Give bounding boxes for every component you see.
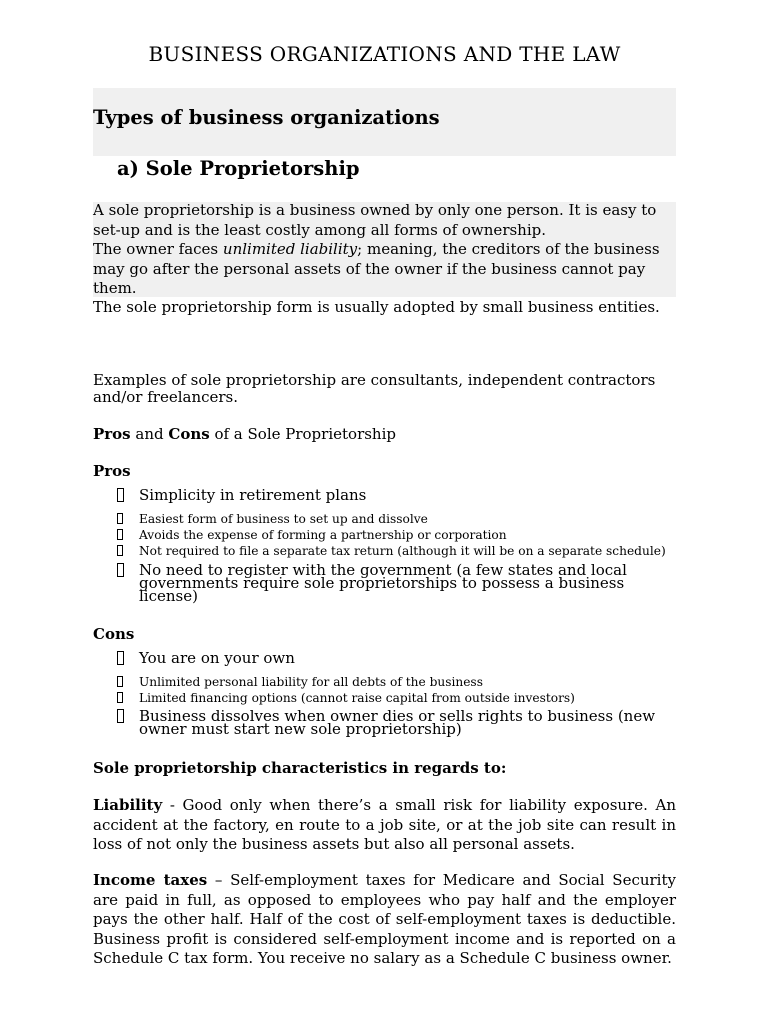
pros-cons-rest: of a Sole Proprietorship [209, 425, 396, 443]
document-title: BUSINESS ORGANIZATIONS AND THE LAW [148, 42, 621, 66]
pros-word: Pros [93, 425, 131, 443]
missing-glyph-bullet-icon [117, 676, 123, 687]
missing-glyph-bullet-icon [117, 513, 123, 524]
and-word: and [130, 425, 169, 443]
missing-glyph-bullet-icon [117, 563, 124, 577]
missing-glyph-bullet-icon [117, 692, 123, 703]
missing-glyph-bullet-icon [117, 488, 124, 502]
section-heading: Types of business organizations [93, 106, 440, 129]
liability-text: - Good only when there’s a small risk for liability exposure. An accident at the factory, en route to a job site, or at the job site can result in loss of not only the business assets but also all personal assets. [93, 796, 676, 853]
income-taxes-label: Income taxes [93, 871, 208, 889]
missing-glyph-bullet-icon [117, 529, 123, 540]
liability-label: Liability [93, 796, 163, 814]
intro-paragraph-1: A sole proprietorship is a business owned by only one person. It is easy to set-up and is the least costly among all forms of ownership. [93, 201, 657, 239]
characteristics-heading: Sole proprietorship characteristics in regards to: [93, 759, 507, 777]
intro-paragraph-2 [93, 240, 676, 299]
missing-glyph-bullet-icon [117, 709, 124, 723]
unlimited-liability-term: unlimited liability [222, 240, 358, 258]
examples-paragraph: Examples of sole proprietorship are consultants, independent contractors and/or freelancers. [93, 371, 656, 406]
cons-word: Cons [168, 425, 210, 443]
pros-cons-heading [93, 425, 676, 445]
income-taxes-text: – Self-employment taxes for Medicare and Social Security are paid in full, as opposed to employees who pay half and the employer pays the other half. Half of the cost of self-employment taxes is deductible. Business profit is considered self-employment income and is reported on a Schedule C tax form. You receive no salary as a Schedule C business owner. [93, 871, 676, 967]
pros-label: Pros [93, 462, 131, 480]
owner-faces-pre: The owner faces [93, 240, 223, 258]
intro-paragraph-3: The sole proprietorship form is usually adopted by small business entities. [93, 298, 660, 316]
missing-glyph-bullet-icon [117, 545, 123, 556]
subsection-heading: a) Sole Proprietorship [117, 157, 360, 180]
income-taxes-paragraph [93, 871, 676, 969]
missing-glyph-bullet-icon [117, 651, 124, 665]
owner-faces-post: ; meaning, the creditors of the business may go after the personal assets of the owner if the business cannot pay them. [93, 240, 660, 297]
liability-paragraph [93, 796, 676, 855]
cons-label: Cons [93, 625, 135, 643]
